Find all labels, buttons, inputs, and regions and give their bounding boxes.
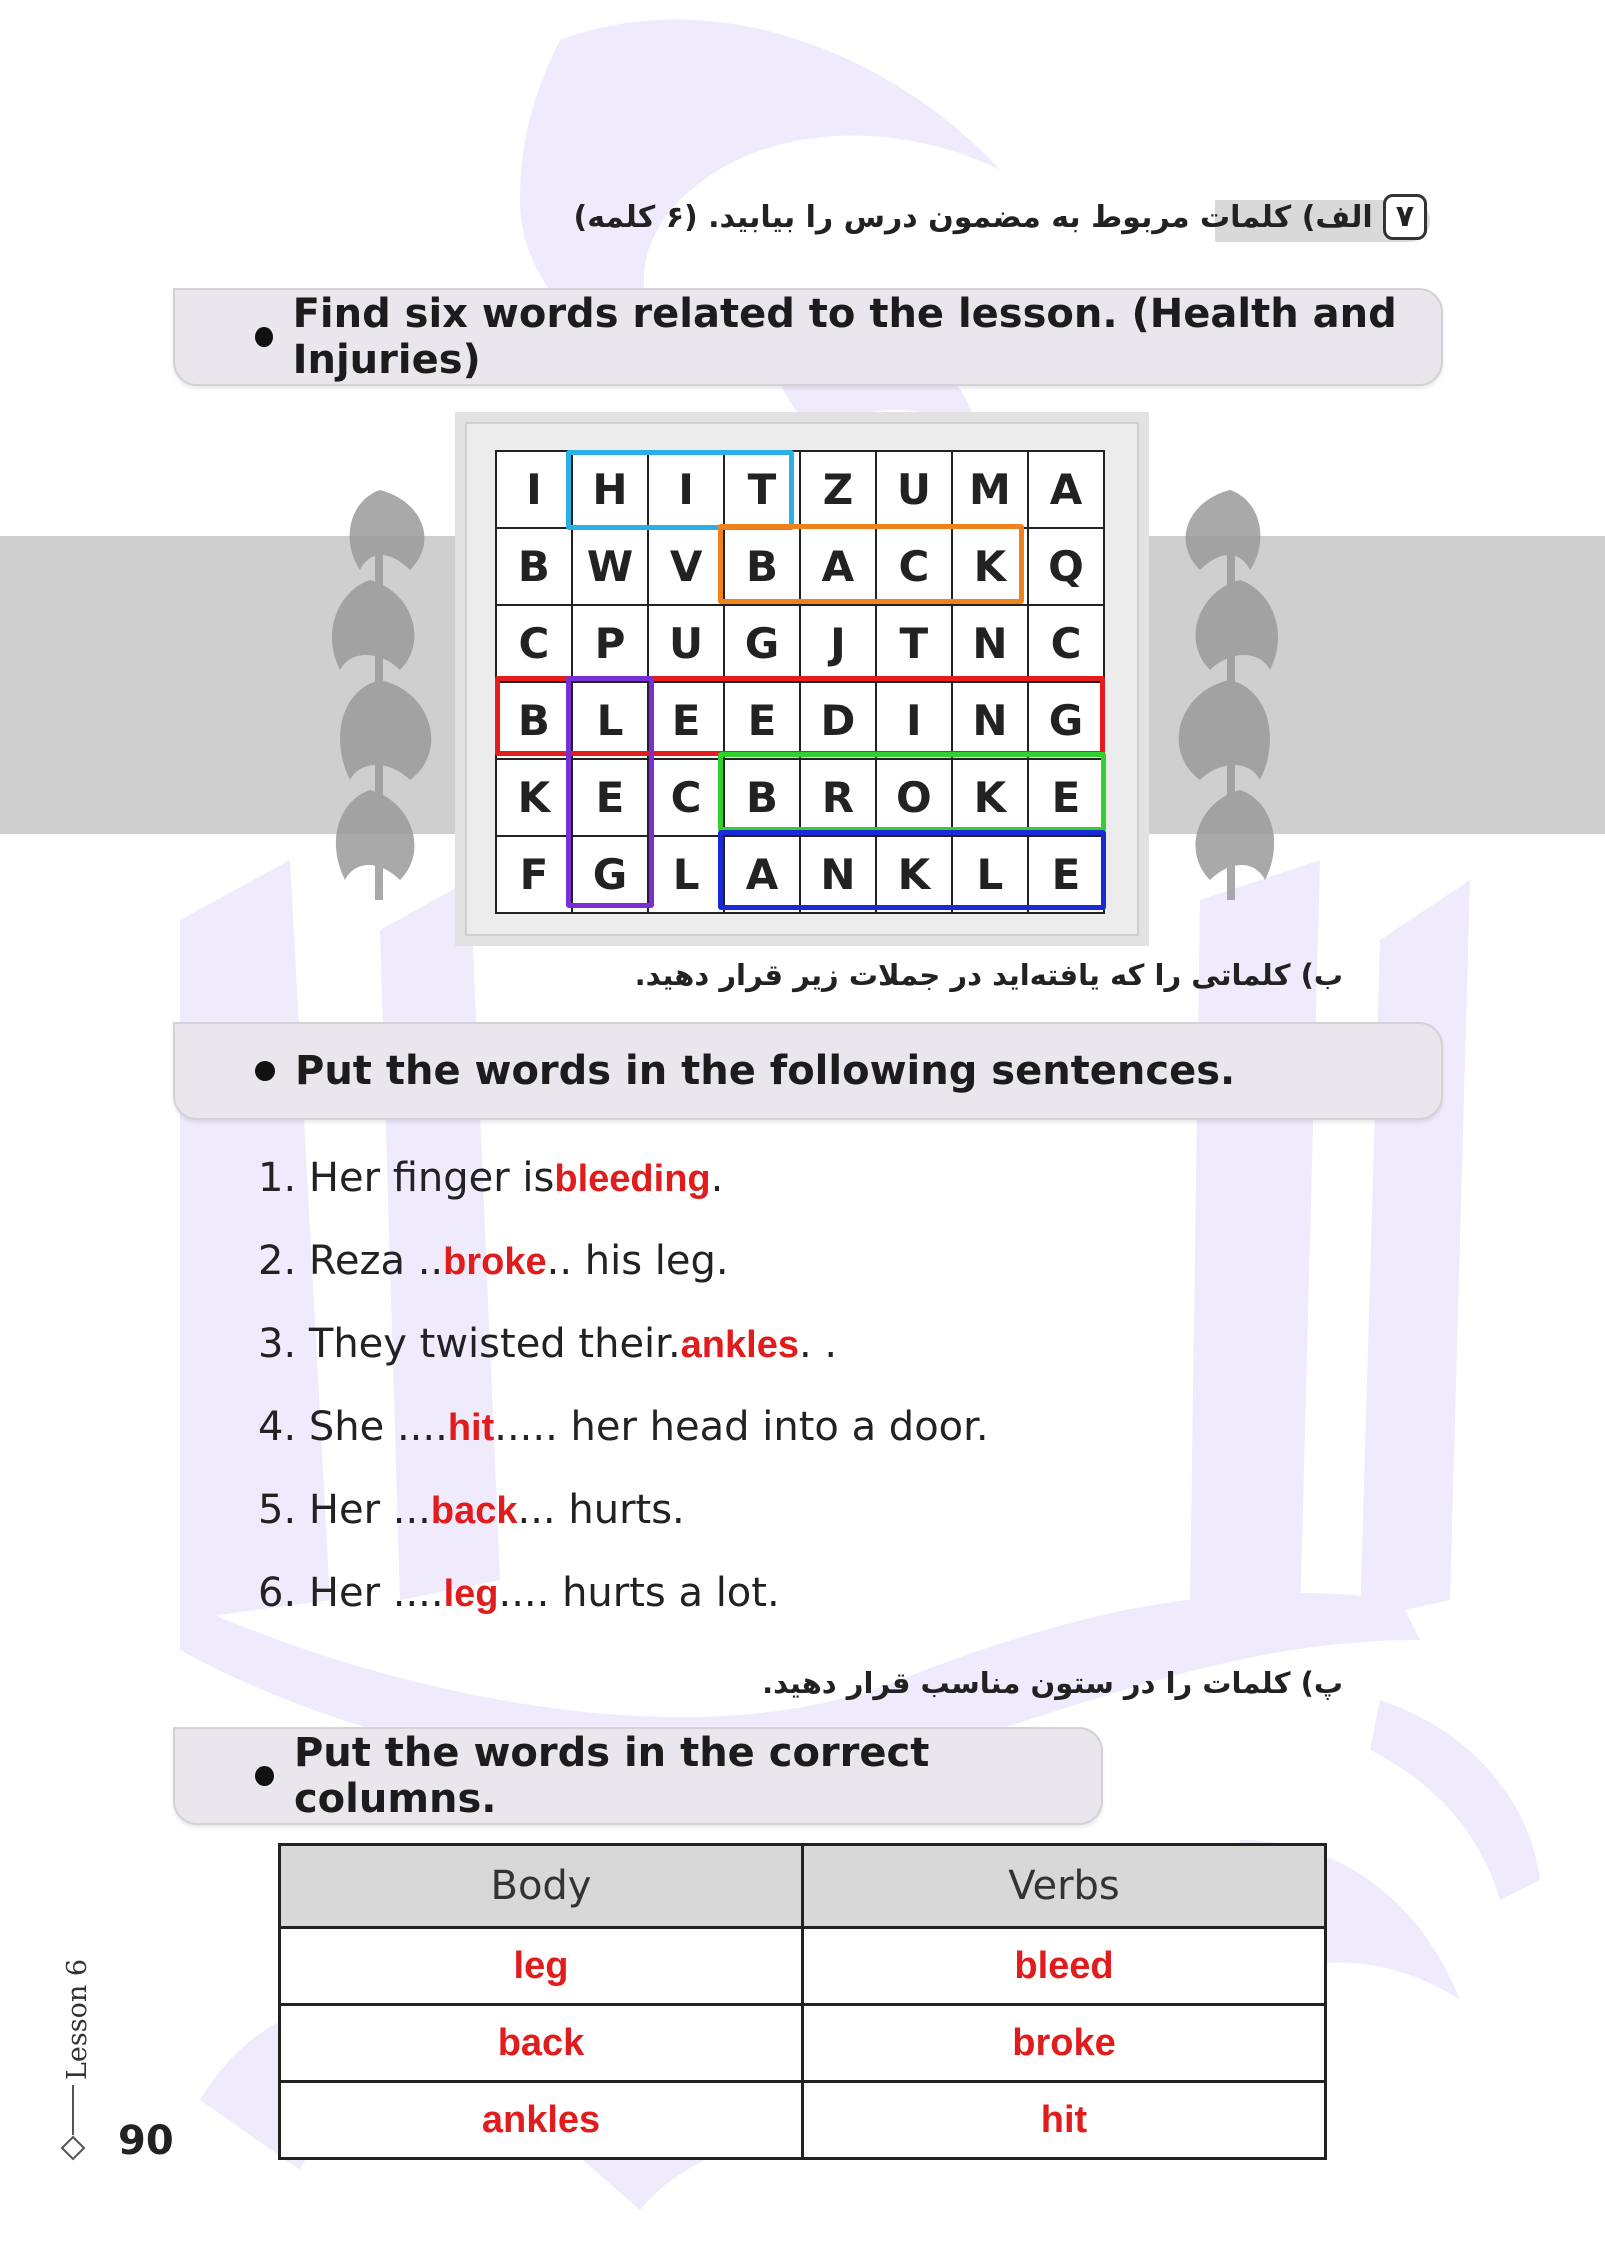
grid-letter: D xyxy=(800,682,876,759)
sentence-text: .. his leg. xyxy=(546,1238,729,1284)
table-row xyxy=(280,1928,1326,2005)
grid-letter: I xyxy=(496,451,572,528)
grid-letter: M xyxy=(952,451,1028,528)
lesson-label: Lesson 6 xyxy=(62,1958,93,2080)
grid-letter: Q xyxy=(1028,528,1104,605)
table-row xyxy=(280,2082,1326,2159)
sentence-5 xyxy=(258,1487,685,1533)
answer-text: broke xyxy=(443,1241,547,1283)
grid-letter: U xyxy=(648,605,724,682)
sentence-text: . xyxy=(710,1155,724,1201)
grid-letter: W xyxy=(572,528,648,605)
grid-letter: O xyxy=(876,759,952,836)
answer-text: ankles xyxy=(680,1324,799,1366)
diamond-icon xyxy=(60,2135,86,2161)
answer-text: hit xyxy=(447,1407,495,1449)
answer-text: bleeding xyxy=(554,1158,711,1200)
sentence-text: 3. They twisted their. xyxy=(258,1321,681,1367)
right-ornament-icon xyxy=(1150,480,1300,920)
grid-letter: T xyxy=(724,451,800,528)
grid-letter: K xyxy=(876,836,952,913)
lesson-divider xyxy=(72,2085,74,2135)
answer-text: back xyxy=(430,1490,518,1532)
grid-letter: U xyxy=(876,451,952,528)
grid-letter: R xyxy=(800,759,876,836)
grid-letter: V xyxy=(648,528,724,605)
grid-letter: C xyxy=(496,605,572,682)
grid-letter: L xyxy=(952,836,1028,913)
sentence-text: ... hurts. xyxy=(517,1487,685,1533)
grid-letter: N xyxy=(952,682,1028,759)
part-a-persian-instruction: الف) کلمات مربوط به مضمون درس را بیابید. (۶ کلمه) xyxy=(573,199,1373,235)
grid-letter: F xyxy=(496,836,572,913)
grid-letter: K xyxy=(952,759,1028,836)
grid-letter: A xyxy=(1028,451,1104,528)
grid-letter: C xyxy=(648,759,724,836)
find-words-instruction: Find six words related to the lesson. (Health and Injuries) xyxy=(292,291,1397,383)
grid-letter: G xyxy=(724,605,800,682)
sentence-text: ..... her head into a door. xyxy=(494,1404,989,1450)
exercise-number: ۷ xyxy=(1383,194,1427,240)
grid-letter: C xyxy=(876,528,952,605)
sentence-text: .... hurts a lot. xyxy=(498,1570,780,1616)
put-sentences-banner xyxy=(173,1022,1443,1120)
bullet-icon xyxy=(255,327,273,347)
grid-letter: A xyxy=(800,528,876,605)
grid-letter: I xyxy=(876,682,952,759)
put-columns-instruction: Put the words in the correct columns. xyxy=(293,1730,930,1822)
body-cell: leg xyxy=(280,1928,803,2005)
put-sentences-instruction: Put the words in the following sentences. xyxy=(295,1048,1236,1094)
highlight-leg xyxy=(566,676,654,908)
highlight-hit xyxy=(566,450,794,530)
left-ornament-icon xyxy=(310,480,460,920)
grid-letter: A xyxy=(724,836,800,913)
answer-text: leg xyxy=(443,1573,499,1615)
sentence-6 xyxy=(258,1570,780,1616)
table-row xyxy=(280,2005,1326,2082)
grid-letter: N xyxy=(952,605,1028,682)
grid-letter: J xyxy=(800,605,876,682)
column-header-verbs: Verbs xyxy=(803,1845,1326,1928)
grid-letter: P xyxy=(572,605,648,682)
grid-letter: B xyxy=(496,682,572,759)
grid-letter: B xyxy=(724,528,800,605)
sentence-3 xyxy=(258,1321,837,1367)
grid-letter: T xyxy=(876,605,952,682)
sentence-text: 4. She .... xyxy=(258,1404,448,1450)
grid-letter: E xyxy=(724,682,800,759)
body-cell: back xyxy=(280,2005,803,2082)
bullet-icon xyxy=(255,1766,274,1786)
sentence-text: 2. Reza .. xyxy=(258,1238,444,1284)
verb-cell: hit xyxy=(803,2082,1326,2159)
body-cell: ankles xyxy=(280,2082,803,2159)
part-c-persian-instruction: پ) کلمات را در ستون مناسب قرار دهید. xyxy=(762,1666,1343,1700)
sentence-text: 6. Her .... xyxy=(258,1570,444,1616)
grid-letter: K xyxy=(496,759,572,836)
verb-cell: bleed xyxy=(803,1928,1326,2005)
grid-letter: E xyxy=(572,759,648,836)
column-header-body: Body xyxy=(280,1845,803,1928)
grid-letter: L xyxy=(648,836,724,913)
grid-letter: I xyxy=(648,451,724,528)
grid-letter: E xyxy=(648,682,724,759)
highlight-ankle xyxy=(718,830,1106,910)
grid-letter: C xyxy=(1028,605,1104,682)
grid-letter: B xyxy=(496,528,572,605)
sentence-1 xyxy=(258,1155,723,1201)
table-header-row xyxy=(280,1845,1326,1928)
put-columns-banner xyxy=(173,1727,1103,1825)
bullet-icon xyxy=(255,1061,275,1081)
grid-letter: L xyxy=(572,682,648,759)
grid-letter: N xyxy=(800,836,876,913)
verb-cell: broke xyxy=(803,2005,1326,2082)
sentence-text: 1. Her finger is xyxy=(258,1155,555,1201)
highlight-back xyxy=(718,524,1024,604)
part-b-persian-instruction: ب) کلماتی را که یافته‌اید در جملات زیر قرار دهید. xyxy=(634,958,1343,992)
highlight-broke xyxy=(718,752,1106,832)
grid-letter: K xyxy=(952,528,1028,605)
sentence-4 xyxy=(258,1404,989,1450)
sentence-2 xyxy=(258,1238,729,1284)
page-number: 90 xyxy=(118,2118,174,2164)
grid-letter: B xyxy=(724,759,800,836)
columns-table xyxy=(278,1843,1327,2160)
sentence-text: . . xyxy=(798,1321,838,1367)
grid-letter: Z xyxy=(800,451,876,528)
grid-letter: G xyxy=(1028,682,1104,759)
grid-letter: E xyxy=(1028,836,1104,913)
grid-row xyxy=(496,605,1104,682)
grid-letter: H xyxy=(572,451,648,528)
exercise-header xyxy=(574,194,1427,240)
grid-letter: G xyxy=(572,836,648,913)
grid-letter: E xyxy=(1028,759,1104,836)
sentence-text: 5. Her ... xyxy=(258,1487,431,1533)
find-words-banner xyxy=(173,288,1443,386)
